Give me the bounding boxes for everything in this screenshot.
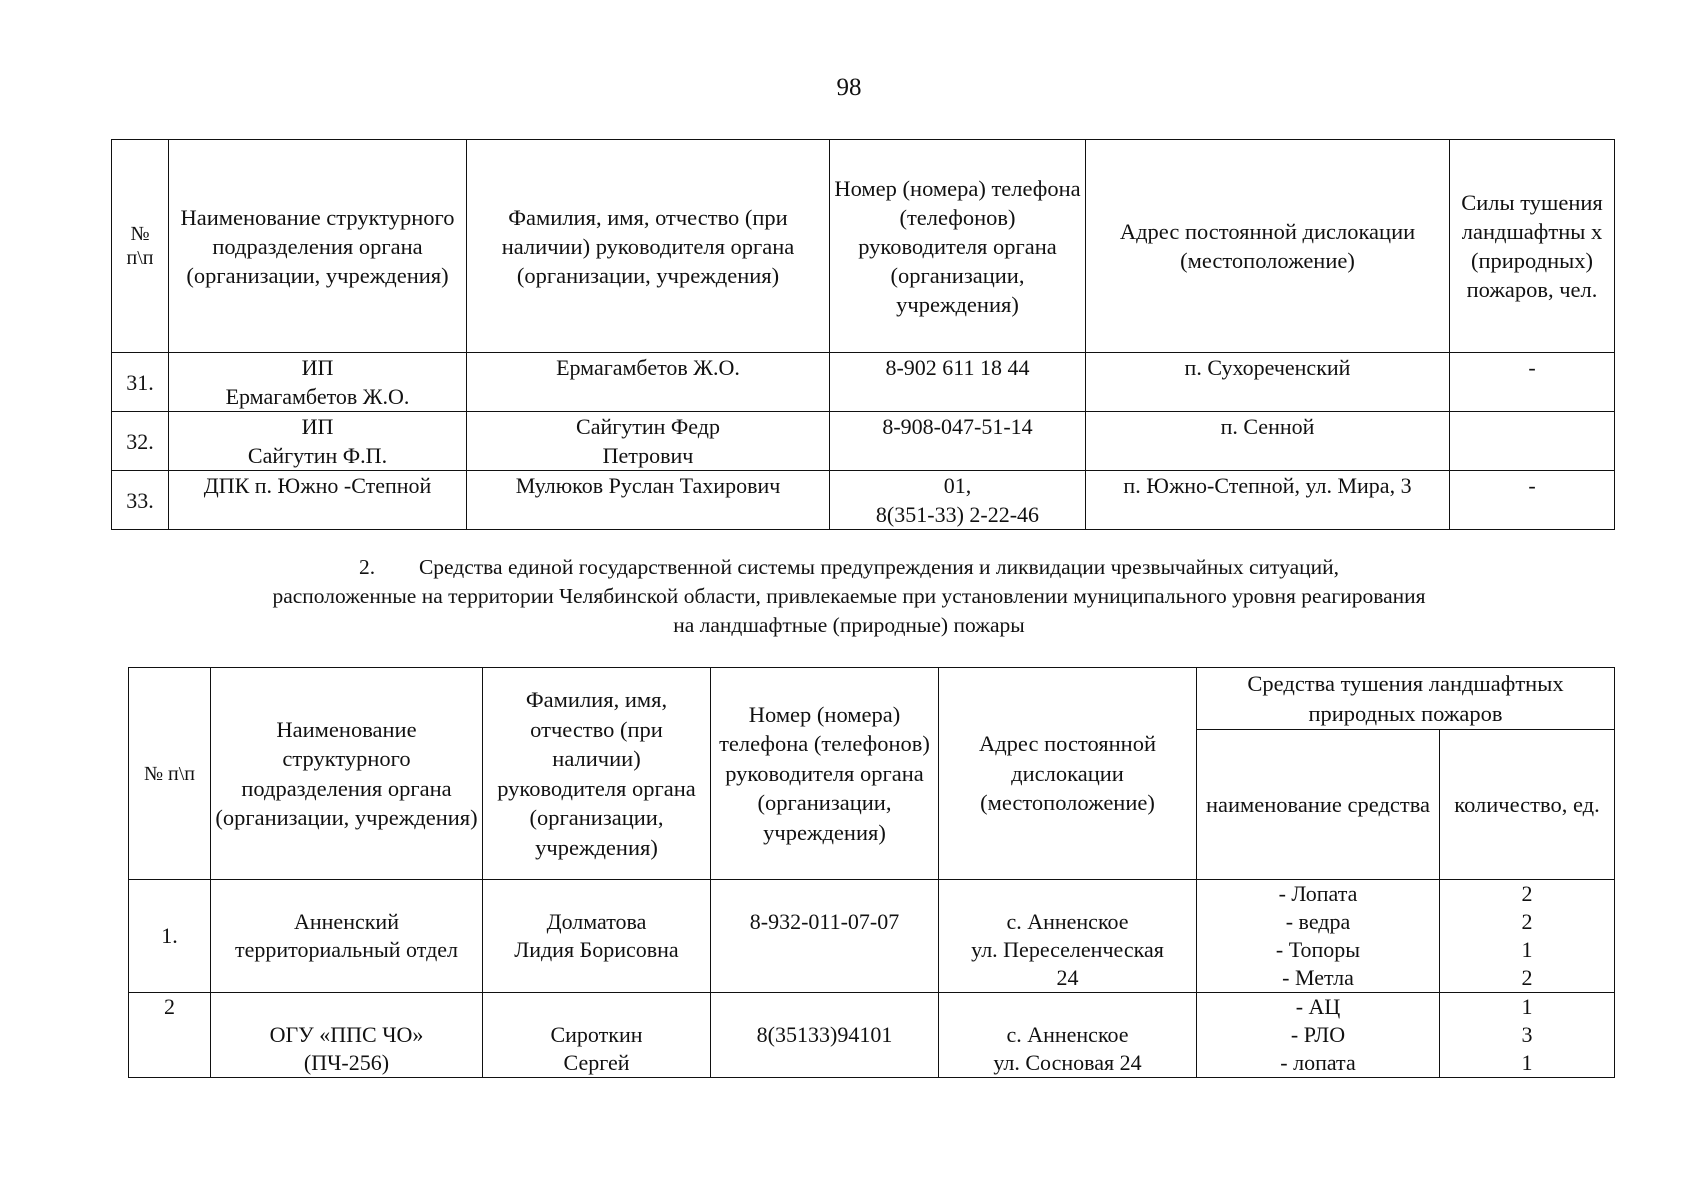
header-fio: Фамилия, имя, отчество (при наличии) руководителя органа (организации, учреждения) <box>467 140 830 353</box>
row-address: п. Сенной <box>1086 412 1450 471</box>
row-num: 32. <box>112 412 169 471</box>
header-forces: Силы тушения ландшафтны х (природных) пожаров, чел. <box>1450 140 1615 353</box>
row-fio: Долматова Лидия Борисовна <box>483 880 711 993</box>
section-number: 2. <box>358 555 376 579</box>
header-name: Наименование структурного подразделения органа (организации, учреждения) <box>169 140 467 353</box>
row-phone: 01, 8(351-33) 2-22-46 <box>830 471 1086 530</box>
header-phone: Номер (номера) телефона (телефонов) руководителя органа (организации, учреждения) <box>711 668 939 880</box>
row-phone: 8-902 611 18 44 <box>830 353 1086 412</box>
row-address: с. Анненское ул. Сосновая 24 <box>939 993 1197 1078</box>
header-phone: Номер (номера) телефона (телефонов) руководителя органа (организации, учреждения) <box>830 140 1086 353</box>
row-name: ИП Ермагамбетов Ж.О. <box>169 353 467 412</box>
row-name: ОГУ «ППС ЧО» (ПЧ-256) <box>211 993 483 1078</box>
header-fio: Фамилия, имя, отчество (при наличии) руководителя органа (организации, учреждения) <box>483 668 711 880</box>
header-name: Наименование структурного подразделения органа (организации, учреждения) <box>211 668 483 880</box>
row-means: - Лопата - ведра - Топоры - Метла <box>1197 880 1440 993</box>
header-num: № п\п <box>112 140 169 353</box>
row-name: ИП Сайгутин Ф.П. <box>169 412 467 471</box>
table-header-row <box>129 668 1615 730</box>
row-address: с. Анненское ул. Переселенческая 24 <box>939 880 1197 993</box>
section-heading-line1: Средства единой государственной системы предупреждения и ликвидации чрезвычайных ситуаций, <box>418 555 1340 579</box>
row-fio: Сироткин Сергей <box>483 993 711 1078</box>
row-num: 31. <box>112 353 169 412</box>
section-heading <box>0 553 1698 640</box>
row-forces: - <box>1450 471 1615 530</box>
section-heading-line3: на ландшафтные (природные) пожары <box>673 613 1025 637</box>
row-qty: 1 3 1 <box>1440 993 1615 1078</box>
row-phone: 8-932-011-07-07 <box>711 880 939 993</box>
table-row <box>112 471 1615 530</box>
table-row <box>129 880 1615 993</box>
header-address: Адрес постоянной дислокации (местоположение) <box>939 668 1197 880</box>
row-name: ДПК п. Южно -Степной <box>169 471 467 530</box>
header-address: Адрес постоянной дислокации (местоположение) <box>1086 140 1450 353</box>
page-number: 98 <box>836 74 862 101</box>
row-num: 2 <box>129 993 211 1078</box>
table-row <box>112 353 1615 412</box>
row-forces: - <box>1450 353 1615 412</box>
header-means-group: Средства тушения ландшафтных природных пожаров <box>1197 668 1615 730</box>
header-means-qty: количество, ед. <box>1440 730 1615 880</box>
header-means-name: наименование средства <box>1197 730 1440 880</box>
table-row <box>129 993 1615 1078</box>
row-fio: Сайгутин Федр Петрович <box>467 412 830 471</box>
table-row <box>112 412 1615 471</box>
contacts-table <box>111 139 1615 530</box>
row-num: 33. <box>112 471 169 530</box>
row-forces <box>1450 412 1615 471</box>
row-name: Анненский территориальный отдел <box>211 880 483 993</box>
row-means: - АЦ - РЛО - лопата <box>1197 993 1440 1078</box>
means-table <box>128 667 1615 1078</box>
row-address: п. Южно-Степной, ул. Мира, 3 <box>1086 471 1450 530</box>
row-fio: Ермагамбетов Ж.О. <box>467 353 830 412</box>
row-phone: 8-908-047-51-14 <box>830 412 1086 471</box>
row-fio: Мулюков Руслан Тахирович <box>467 471 830 530</box>
row-phone: 8(35133)94101 <box>711 993 939 1078</box>
table-header-row <box>112 140 1615 353</box>
row-num: 1. <box>129 880 211 993</box>
header-num: № п\п <box>129 668 211 880</box>
row-qty: 2 2 1 2 <box>1440 880 1615 993</box>
row-address: п. Сухореченский <box>1086 353 1450 412</box>
section-heading-line2: расположенные на территории Челябинской области, привлекаемые при установлении муниципального уровня реагирования <box>272 584 1426 608</box>
